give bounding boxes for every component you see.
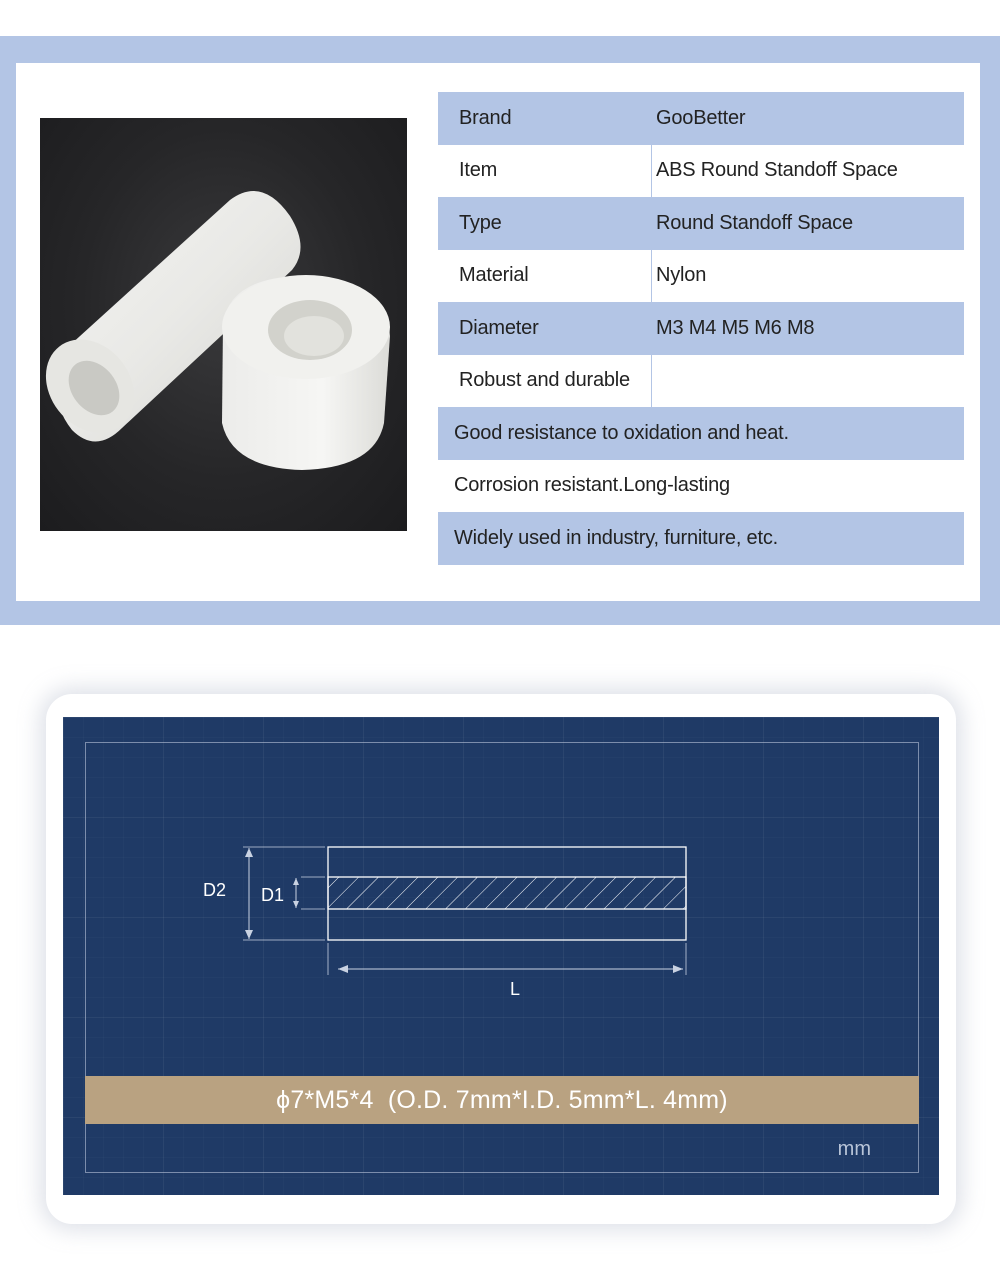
- spec-row-brand: [438, 92, 964, 145]
- feature-row: [438, 512, 964, 565]
- unit-label: mm: [837, 1138, 871, 1160]
- d2-arrow-bottom: [245, 930, 253, 939]
- size-spec-text: ϕ7*M5*4 (O.D. 7mm*I.D. 5mm*L. 4mm): [276, 1085, 728, 1114]
- spec-row-item: [438, 145, 964, 198]
- d1-arrow-top: [293, 878, 299, 885]
- spec-key: Brand: [459, 106, 512, 129]
- spec-row-diameter: [438, 302, 964, 355]
- feature-text: Corrosion resistant.Long-lasting: [454, 474, 730, 497]
- spec-row-robust: [438, 355, 964, 408]
- spec-value: M3 M4 M5 M6 M8: [656, 316, 815, 339]
- spec-key: Robust and durable: [438, 355, 652, 408]
- spec-row-material: [438, 250, 964, 303]
- spec-key: Diameter: [459, 316, 539, 339]
- spec-row-type: [438, 197, 964, 250]
- spec-value: GooBetter: [656, 106, 746, 129]
- product-photo: [40, 118, 407, 531]
- spec-value: Round Standoff Space: [656, 211, 853, 234]
- d1-label: D1: [261, 885, 285, 905]
- top-band: [0, 36, 1000, 625]
- feature-text: Good resistance to oxidation and heat.: [454, 421, 789, 444]
- inner-bore-hatch: [328, 877, 686, 909]
- spec-value: ABS Round Standoff Space: [656, 159, 898, 182]
- spec-key: Material: [438, 250, 652, 303]
- d1-arrow-bottom: [293, 901, 299, 908]
- feature-row: [438, 460, 964, 513]
- l-arrow-right: [673, 965, 683, 973]
- l-label: L: [510, 979, 521, 999]
- size-band: [85, 1076, 919, 1124]
- spec-value: Nylon: [656, 264, 707, 287]
- standoff-illustration: [40, 118, 407, 531]
- d2-arrow-top: [245, 848, 253, 857]
- spec-table: [438, 92, 964, 565]
- l-arrow-left: [338, 965, 348, 973]
- spec-key: Item: [438, 145, 652, 198]
- feature-row: [438, 407, 964, 460]
- blueprint-diagram: [63, 717, 939, 1195]
- feature-text: Widely used in industry, furniture, etc.: [454, 526, 778, 549]
- spec-card: [16, 63, 980, 601]
- spec-key: Type: [459, 211, 502, 234]
- spec-value: [652, 355, 964, 408]
- dimension-card: [46, 694, 956, 1224]
- d2-label: D2: [203, 880, 227, 900]
